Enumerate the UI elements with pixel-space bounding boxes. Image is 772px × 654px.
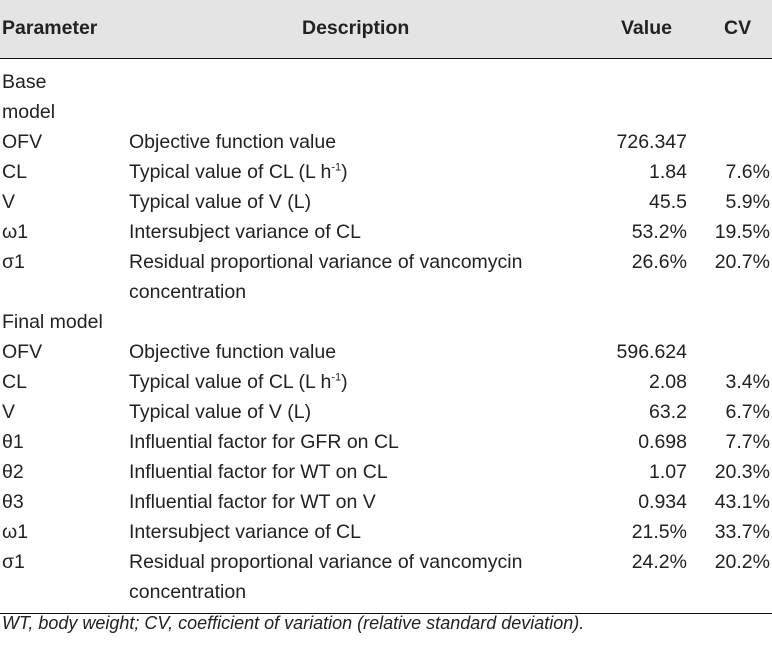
row-value: 53.2% xyxy=(631,221,687,243)
row-value: 26.6% xyxy=(631,251,687,273)
header-value: Value xyxy=(621,17,672,39)
table-row xyxy=(0,187,772,217)
table-row xyxy=(0,217,772,247)
row-cv: 43.1% xyxy=(714,491,770,513)
row-description: Typical value of CL (L $h^{-1}$) xyxy=(129,161,348,183)
row-value: 596.624 xyxy=(616,341,687,363)
table-row xyxy=(0,367,772,397)
row-value: 0.934 xyxy=(638,491,687,513)
header-parameter: Parameter xyxy=(2,17,98,39)
row-description: Typical value of V (L) xyxy=(129,401,312,423)
row-parameter: ω1 xyxy=(2,521,29,543)
row-parameter: θ1 xyxy=(2,431,24,453)
row-value: 45.5 xyxy=(649,191,687,213)
row-cv: 19.5% xyxy=(714,221,770,243)
row-description: Influential factor for WT on CL xyxy=(129,461,388,483)
table-row xyxy=(0,247,772,307)
row-description: Intersubject variance of CL xyxy=(129,521,361,543)
row-cv: 7.6% xyxy=(725,161,770,183)
row-value: 1.07 xyxy=(649,461,687,483)
table-row xyxy=(0,547,772,607)
row-parameter: CL xyxy=(2,161,27,183)
row-value: 63.2 xyxy=(649,401,687,423)
table-row xyxy=(0,487,772,517)
row-parameter: CL xyxy=(2,371,27,393)
table-row xyxy=(0,337,772,367)
row-cv: 20.3% xyxy=(714,461,770,483)
row-description: Objective function value xyxy=(129,341,337,363)
row-parameter: ω1 xyxy=(2,221,29,243)
row-description: Residual proportional variance of vancomycin concentration xyxy=(129,551,523,603)
row-cv: 20.7% xyxy=(714,251,770,273)
row-value: 24.2% xyxy=(631,551,687,573)
row-parameter: σ1 xyxy=(2,551,25,573)
table-row xyxy=(0,127,772,157)
row-parameter: V xyxy=(2,191,16,213)
table-row xyxy=(0,427,772,457)
row-parameter: σ1 xyxy=(2,251,25,273)
row-description: Influential factor for GFR on CL xyxy=(129,431,399,453)
row-description: Typical value of V (L) xyxy=(129,191,312,213)
table-row xyxy=(0,517,772,547)
header-description: Description xyxy=(302,17,410,39)
row-parameter: OFV xyxy=(2,341,43,363)
table-header-row xyxy=(0,0,772,59)
section-label-base: Base model xyxy=(2,71,56,123)
row-description: Influential factor for WT on V xyxy=(129,491,376,513)
row-parameter: θ2 xyxy=(2,461,24,483)
row-value: 1.84 xyxy=(649,161,687,183)
row-value: 21.5% xyxy=(631,521,687,543)
row-parameter: θ3 xyxy=(2,491,24,513)
row-cv: 5.9% xyxy=(725,191,770,213)
table-row xyxy=(0,457,772,487)
row-cv: 20.2% xyxy=(714,551,770,573)
table-row xyxy=(0,397,772,427)
row-cv: 33.7% xyxy=(714,521,770,543)
header-cv: CV xyxy=(724,17,752,39)
section-label-final: Final model xyxy=(2,311,103,333)
row-value: 0.698 xyxy=(638,431,687,453)
row-cv: 7.7% xyxy=(725,431,770,453)
table-row xyxy=(0,157,772,187)
row-description: Residual proportional variance of vancomycin concentration xyxy=(129,251,523,303)
row-value: 726.347 xyxy=(616,131,687,153)
row-description: Objective function value xyxy=(129,131,337,153)
row-cv: 3.4% xyxy=(725,371,770,393)
table-footnote: WT, body weight; CV, coefficient of variation (relative standard deviation). xyxy=(2,613,585,633)
row-parameter: V xyxy=(2,401,16,423)
row-parameter: OFV xyxy=(2,131,43,153)
row-value: 2.08 xyxy=(649,371,687,393)
row-description: Typical value of CL (L $h^{-1}$) xyxy=(129,371,348,393)
row-cv: 6.7% xyxy=(725,401,770,423)
row-description: Intersubject variance of CL xyxy=(129,221,361,243)
